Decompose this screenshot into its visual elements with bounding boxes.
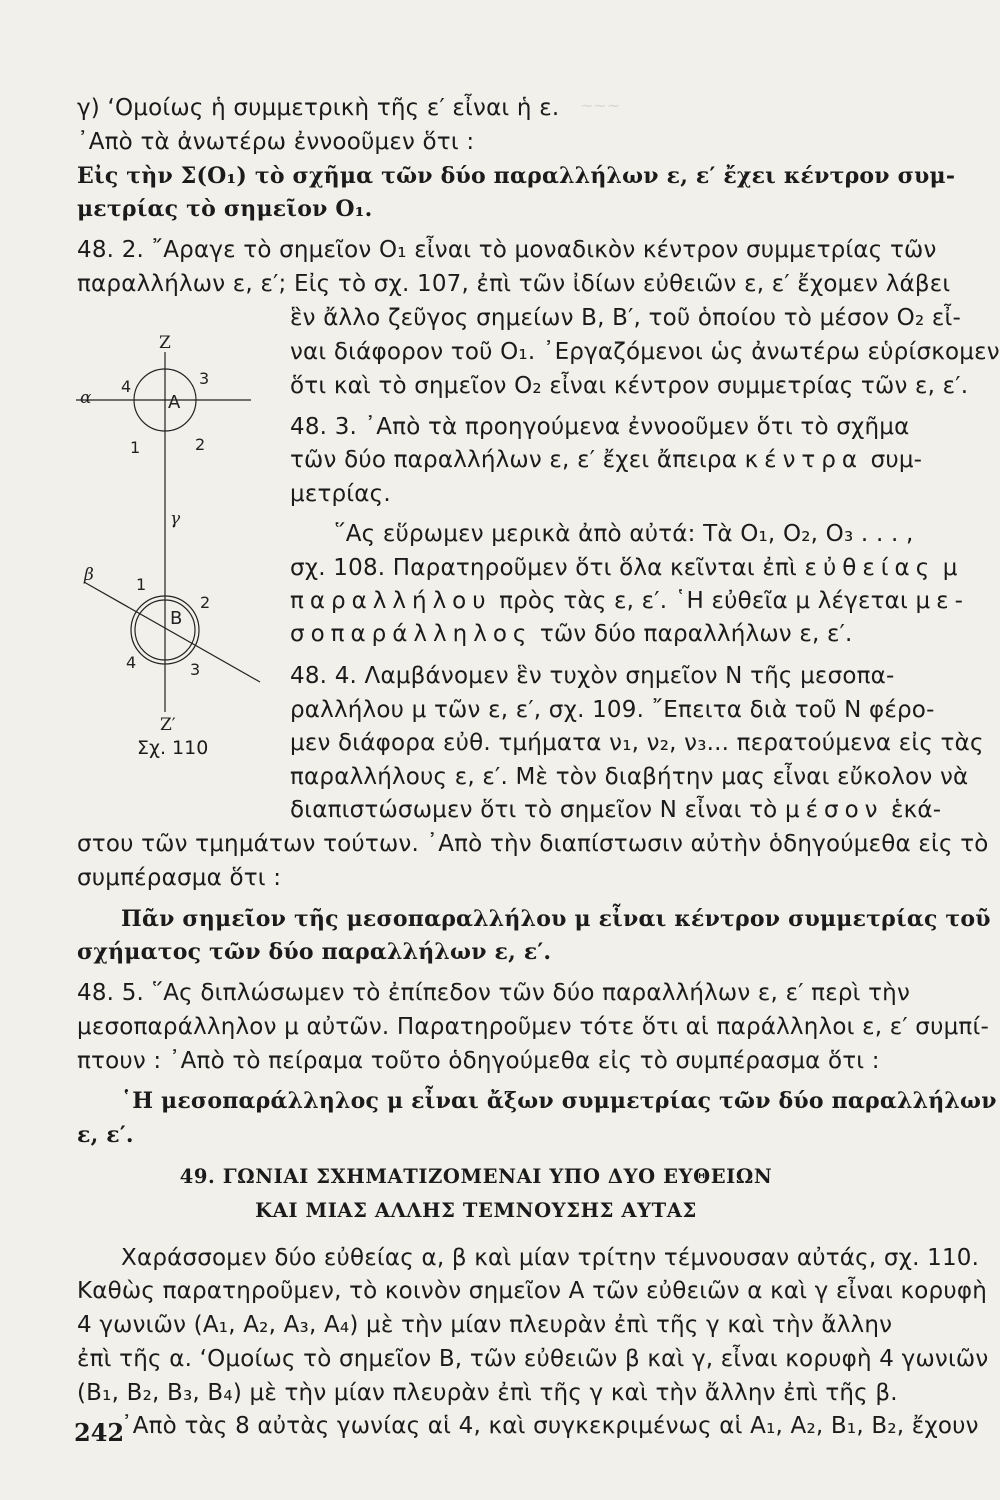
figure-caption: Σχ. 110 [137,737,209,759]
text-line: πτουν : ᾿Απὸ τὸ πείραμα τοῦτο ὁδηγούμεθα εἰς τὸ συμπέρασμα ὅτι : [77,1048,880,1074]
text-line: μεν διάφορα εὐθ. τμήματα ν₁, ν₂, ν₃... περατούμενα εἰς τὰς [290,730,984,756]
label-beta: β [84,565,94,585]
text-span: ἑκά- [891,797,942,823]
label-alpha: α [80,388,92,408]
text-line: 48. 4. Λαμβάνομεν ἓν τυχὸν σημεῖον N τῆς μεσοπα- [290,663,895,689]
angle-label-a4: 4 [121,377,132,396]
angle-label-a3: 3 [199,369,210,388]
label-gamma: γ [170,509,181,529]
text-line: ραλλήλου μ τῶν ε, ε′, σχ. 109. ῎Επειτα διὰ τοῦ N φέρο- [290,697,935,723]
text-line [290,587,969,615]
spaced-emphasis: παραλλήλου [290,588,492,614]
text-line: (B₁, B₂, B₃, B₄) μὲ τὴν μίαν πλευρὰν ἐπὶ τῆς γ καὶ τὴν ἄλλην ἐπὶ τῆς β. [77,1380,898,1406]
angle-label-a2: 2 [195,435,206,454]
text-line: Καθὼς παρατηροῦμεν, τὸ κοινὸν σημεῖον A τῶν εὐθειῶν α καὶ γ εἶναι κορυφὴ [77,1278,988,1304]
label-z-prime: Z′ [160,715,176,735]
text-line: στου τῶν τμημάτων τούτων. ᾿Απὸ τὴν διαπίστωσιν αὐτὴν ὁδηγούμεθα εἰς τὸ [77,831,989,857]
text-line: ἐπὶ τῆς α. ‘Ομοίως τὸ σημεῖον B, τῶν εὐθειῶν β καὶ γ, εἶναι κορυφὴ 4 γωνιῶν [77,1346,989,1372]
text-line: μετρίας. [290,481,391,507]
text-line: μεσοπαράλληλον μ αὐτῶν. Παρατηροῦμεν τότε ὅτι αἱ παράλληλοι ε, ε′ συμπί- [77,1014,989,1040]
text-line: 48. 3. ᾿Απὸ τὰ προηγούμενα ἐννοοῦμεν ὅτι τὸ σχῆμα [290,414,910,440]
text-line: παραλλήλων ε, ε′; Εἰς τὸ σχ. 107, ἐπὶ τῶν ἰδίων εὐθειῶν ε, ε′ ἔχομεν λάβει [77,271,951,297]
bold-statement: Πᾶν σημεῖον τῆς μεσοπαραλλήλου μ εἶναι κέντρον συμμετρίας τοῦ [121,906,991,932]
section-heading: ΚΑΙ ΜΙΑΣ ΑΛΛΗΣ ΤΕΜΝΟΥΣΗΣ ΑΥΤΑΣ [255,1199,697,1222]
text-line: παραλλήλους ε, ε′. Μὲ τὸν διαβήτην μας εἶναι εὔκολον νὰ [290,764,969,790]
text-line: γ) ‘Ομοίως ἡ συμμετρικὴ τῆς ε′ εἶναι ἡ ε. [77,95,560,121]
bold-statement: ῾Η μεσοπαράλληλος μ εἶναι ἄξων συμμετρίας τῶν δύο παραλλήλων [121,1088,997,1114]
spaced-emphasis: μέσον [784,797,884,823]
angle-label-b3: 3 [190,660,201,679]
spaced-emphasis: εὐθείας [804,555,936,581]
text-line [290,554,958,582]
text-line: ἓν ἄλλο ζεῦγος σημείων B, B′, τοῦ ὁποίου τὸ μέσον O₂ εἶ- [290,305,962,331]
text-span: τῶν δύο παραλλήλων ε, ε′. [539,621,853,647]
text-span: πρὸς τὰς ε, ε′. ῾Η εὐθεῖα μ λέγεται [499,588,908,614]
angle-label-b2: 2 [200,593,211,612]
angle-label-b1: 1 [136,575,147,594]
text-line: ᾿Απὸ τὰ ἀνωτέρω ἐννοοῦμεν ὅτι : [77,129,475,155]
text-line: συμπέρασμα ὅτι : [77,865,282,891]
text-span: μ [942,555,958,581]
text-line [290,796,942,824]
label-z: Z [159,333,171,353]
label-point-a: A [168,392,181,413]
spaced-emphasis: με- [915,588,969,614]
bold-statement: Εἰς τὴν Σ(O₁) τὸ σχῆμα τῶν δύο παραλλήλων ε, ε′ ἔχει κέντρον συμ- [77,163,956,189]
text-line: ὅτι καὶ τὸ σημεῖον O₂ εἶναι κέντρον συμμετρίας τῶν ε, ε′. [290,373,969,399]
text-line: Χαράσσομεν δύο εὐθείας α, β καὶ μίαν τρίτην τέμνουσαν αὐτάς, σχ. 110. [121,1245,980,1271]
bold-statement: ε, ε′. [77,1122,134,1148]
text-line: ῞Ας εὕρωμεν μερικὰ ἀπὸ αὐτά: Τὰ O₁, O₂, O₃ . . . , [334,521,914,547]
text-span: τῶν δύο παραλλήλων ε, ε′ ἔχει ἄπειρα [290,447,738,473]
figure-110 [76,333,276,735]
section-heading: 49. ΓΩΝΙΑΙ ΣΧΗΜΑΤΙΖΟΜΕΝΑΙ ΥΠΟ ΔΥΟ ΕΥΘΕΙΩΝ [179,1165,773,1188]
text-span: σχ. 108. Παρατηροῦμεν ὅτι ὅλα κεῖνται ἐπὶ [290,555,798,581]
bleed-through-text: ~~~ [580,96,621,115]
page-number: 242 [74,1418,125,1447]
angle-label-b4: 4 [126,653,137,672]
text-span: διαπιστώσωμεν ὅτι τὸ σημεῖον N εἶναι τὸ [290,797,778,823]
spaced-emphasis: σοπαράλληλος [290,621,533,647]
spaced-emphasis: κέντρα [744,447,864,473]
text-line [290,446,935,474]
bold-statement: μετρίας τὸ σημεῖον O₁. [77,196,373,222]
text-line: ναι διάφορον τοῦ O₁. ᾿Εργαζόμενοι ὡς ἀνωτέρω εὑρίσκομεν [290,339,1000,365]
text-line: 48. 5. ῞Ας διπλώσωμεν τὸ ἐπίπεδον τῶν δύο παραλλήλων ε, ε′ περὶ τὴν [77,980,910,1006]
text-span: συμ- [870,447,923,473]
bold-statement: σχήματος τῶν δύο παραλλήλων ε, ε′. [77,939,552,965]
text-line: ᾿Απὸ τὰς 8 αὐτὰς γωνίας αἱ 4, καὶ συγκεκριμένως αἱ A₁, A₂, B₁, B₂, ἔχουν [121,1413,979,1439]
text-line [290,620,935,648]
angle-label-a1: 1 [130,438,141,457]
label-point-b: B [170,608,183,629]
text-line: 4 γωνιῶν (A₁, A₂, A₃, A₄) μὲ τὴν μίαν πλευρὰν ἐπὶ τῆς γ καὶ τὴν ἄλλην [77,1312,893,1338]
text-line: 48. 2. ῎Αραγε τὸ σημεῖον O₁ εἶναι τὸ μοναδικὸν κέντρον συμμετρίας τῶν [77,237,937,263]
